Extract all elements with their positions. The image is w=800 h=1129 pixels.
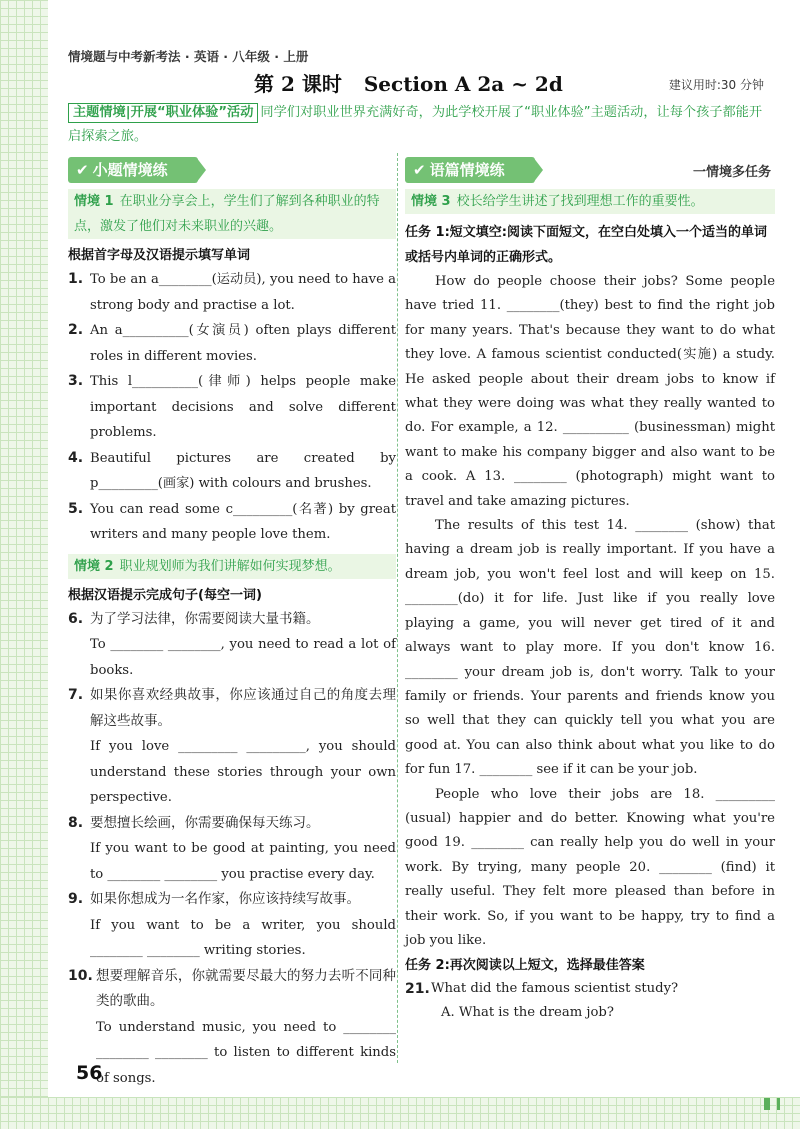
right-column (405, 157, 775, 1025)
lesson-title (254, 68, 563, 97)
situation-label: 情境 3 (411, 194, 451, 209)
question-number: 5. (68, 500, 84, 517)
question-7 (68, 683, 396, 811)
question-number: 10. (68, 967, 93, 984)
theme-tag-left: 主题情境 (73, 105, 126, 120)
question-chinese: 想要理解音乐，你就需要尽最大的努力去听不同种类的歌曲。 (96, 967, 396, 1009)
question-text: Beautiful pictures are created by p_________(画家) with colours and brushes. (90, 450, 396, 491)
passage-paragraph-3: People who love their jobs are 18. _________ (usual) happier and do better. Knowing what you're good 19. ________ can really help you do well in your work. By trying, many people 20. ________ (find) it really useful. They felt more pleased than before in their work. So, if you want to be happy, try to find a job you like. (405, 786, 775, 948)
question-number: 2. (68, 322, 84, 338)
theme-intro (68, 101, 772, 149)
grid-border-left (0, 0, 48, 1129)
question-number: 6. (68, 610, 84, 627)
instruction-2: 根据汉语提示完成句子(每空一词) (68, 587, 262, 603)
corner-mark (764, 1098, 770, 1110)
option-a (405, 1001, 775, 1025)
check-icon: ✔ (413, 161, 426, 179)
column-divider (397, 153, 398, 1063)
question-english: If you want to be a writer, you should ________ ________ writing stories. (90, 917, 396, 958)
banner-subtitle: 一情境多任务 (692, 165, 771, 180)
question-text: To be an a________(运动员), you need to have a strong body and practise a lot. (90, 272, 396, 313)
situation-text: 校长给学生讲述了找到理想工作的重要性。 (456, 194, 704, 209)
question-chinese: 为了学习法律，你需要阅读大量书籍。 (90, 610, 320, 627)
situation-1 (68, 189, 396, 239)
question-number: 4. (68, 449, 84, 466)
corner-mark-small (777, 1098, 780, 1110)
question-text: An a__________(女演员) often plays different roles in different movies. (90, 323, 396, 364)
question-text: What did the famous scientist study? (431, 981, 679, 997)
situation-label: 情境 1 (74, 194, 114, 209)
question-3 (68, 369, 396, 446)
grid-border-bottom (0, 1097, 800, 1129)
question-10 (68, 964, 396, 1092)
passage-paragraph-1: How do people choose their jobs? Some people have tried 11. ________(they) best to find the right job for many years. That's because they want to do what they love. A famous scientist conducted(实施) a study. He asked people about their dream jobs to know if what they were doing was what they really wanted to do. For example, a 12. __________ (businessman) might want to make his company bigger and also want to be a cook. A 13. ________ (photograph) might want to travel and take amazing pictures. (405, 274, 775, 509)
page-number: 56 (76, 1062, 103, 1084)
question-number: 9. (68, 891, 84, 907)
question-english: If you want to be good at painting, you need to ________ ________ you practise every day. (90, 841, 396, 882)
situation-2 (68, 554, 396, 579)
theme-tag-right: 开展“职业体验”活动 (130, 105, 254, 120)
left-column (68, 157, 396, 1091)
task-2-instruction: 任务 2:再次阅读以上短文，选择最佳答案 (405, 958, 645, 974)
banner-label: 语篇情境练 (429, 161, 505, 179)
section-title: Section A 2a ~ 2d (363, 72, 563, 96)
question-number: 3. (68, 373, 84, 389)
check-icon: ✔ (76, 161, 89, 179)
question-number: 7. (68, 687, 84, 703)
question-english: To ________ ________, you need to read a lot of books. (90, 637, 396, 678)
suggested-time: 建议用时:30 分钟 (668, 78, 764, 92)
task-1-instruction: 任务 1:短文填空:阅读下面短文，在空白处填入一个适当的单词或括号内单词的正确形式。 (405, 225, 767, 265)
page-content (60, 0, 782, 1095)
situation-3 (405, 189, 775, 214)
question-5 (68, 497, 396, 548)
section-banner-left (68, 157, 198, 183)
situation-text: 职业规划师为我们讲解如何实现梦想。 (119, 558, 341, 574)
instruction-1: 根据首字母及汉语提示填写单词 (68, 248, 251, 263)
book-title: 情境题与中考新考法 · 英语 · 八年级 · 上册 (68, 49, 309, 64)
question-6 (68, 607, 396, 684)
situation-text: 在职业分享会上，学生们了解到各种职业的特点，激发了他们对未来职业的兴趣。 (74, 194, 380, 234)
theme-text: 同学们对职业世界充满好奇，为此学校开展了“职业体验”主题活动，让每个孩子都能开启探索之旅。 (68, 105, 763, 144)
question-4 (68, 446, 396, 497)
question-21 (405, 977, 775, 1001)
theme-tag: 主题情境|开展“职业体验”活动 (68, 103, 258, 123)
banner-label: 小题情境练 (92, 161, 168, 179)
question-chinese: 如果你喜欢经典故事，你应该通过自己的角度去理解这些故事。 (90, 687, 396, 729)
question-english: To understand music, you need to ________ ________ ________ to listen to different kinds of songs. (96, 1019, 396, 1086)
question-9 (68, 887, 396, 964)
question-text: You can read some c_________(名著) by great writers and many people love them. (90, 501, 396, 542)
section-banner-right (405, 157, 535, 183)
option-text: A. What is the dream job? (441, 1005, 614, 1021)
question-number: 21. (405, 981, 430, 998)
question-8 (68, 811, 396, 888)
passage-paragraph-2: The results of this test 14. ________ (show) that having a dream job is really important. If you have a dream job, you won't feel lost and will keep on 15. ________(do) it for life. Just like if you really love playing a game, you will never get tired of it and always want to play more. If you don't know 16. ________ your dream job is, don't worry. Talk to your family or friends. Your parents and friends know you so well that they can quickly tell you what you are good at. You can also think about what you like to do for fun 17. ________ see if it can be your job. (405, 518, 775, 778)
question-text: This l__________(律师) helps people make important decisions and solve different problems. (90, 374, 396, 440)
question-english: If you love _________ _________, you should understand these stories through your own perspective. (90, 739, 396, 805)
question-2 (68, 318, 396, 369)
question-chinese: 要想擅长绘画，你需要确保每天练习。 (90, 814, 320, 831)
situation-label: 情境 2 (74, 558, 114, 574)
question-number: 8. (68, 814, 84, 831)
question-1 (68, 267, 396, 318)
question-number: 1. (68, 271, 84, 287)
question-chinese: 如果你想成为一名作家，你应该持续写故事。 (90, 891, 360, 907)
lesson-number: 第 2 课时 (254, 72, 342, 96)
